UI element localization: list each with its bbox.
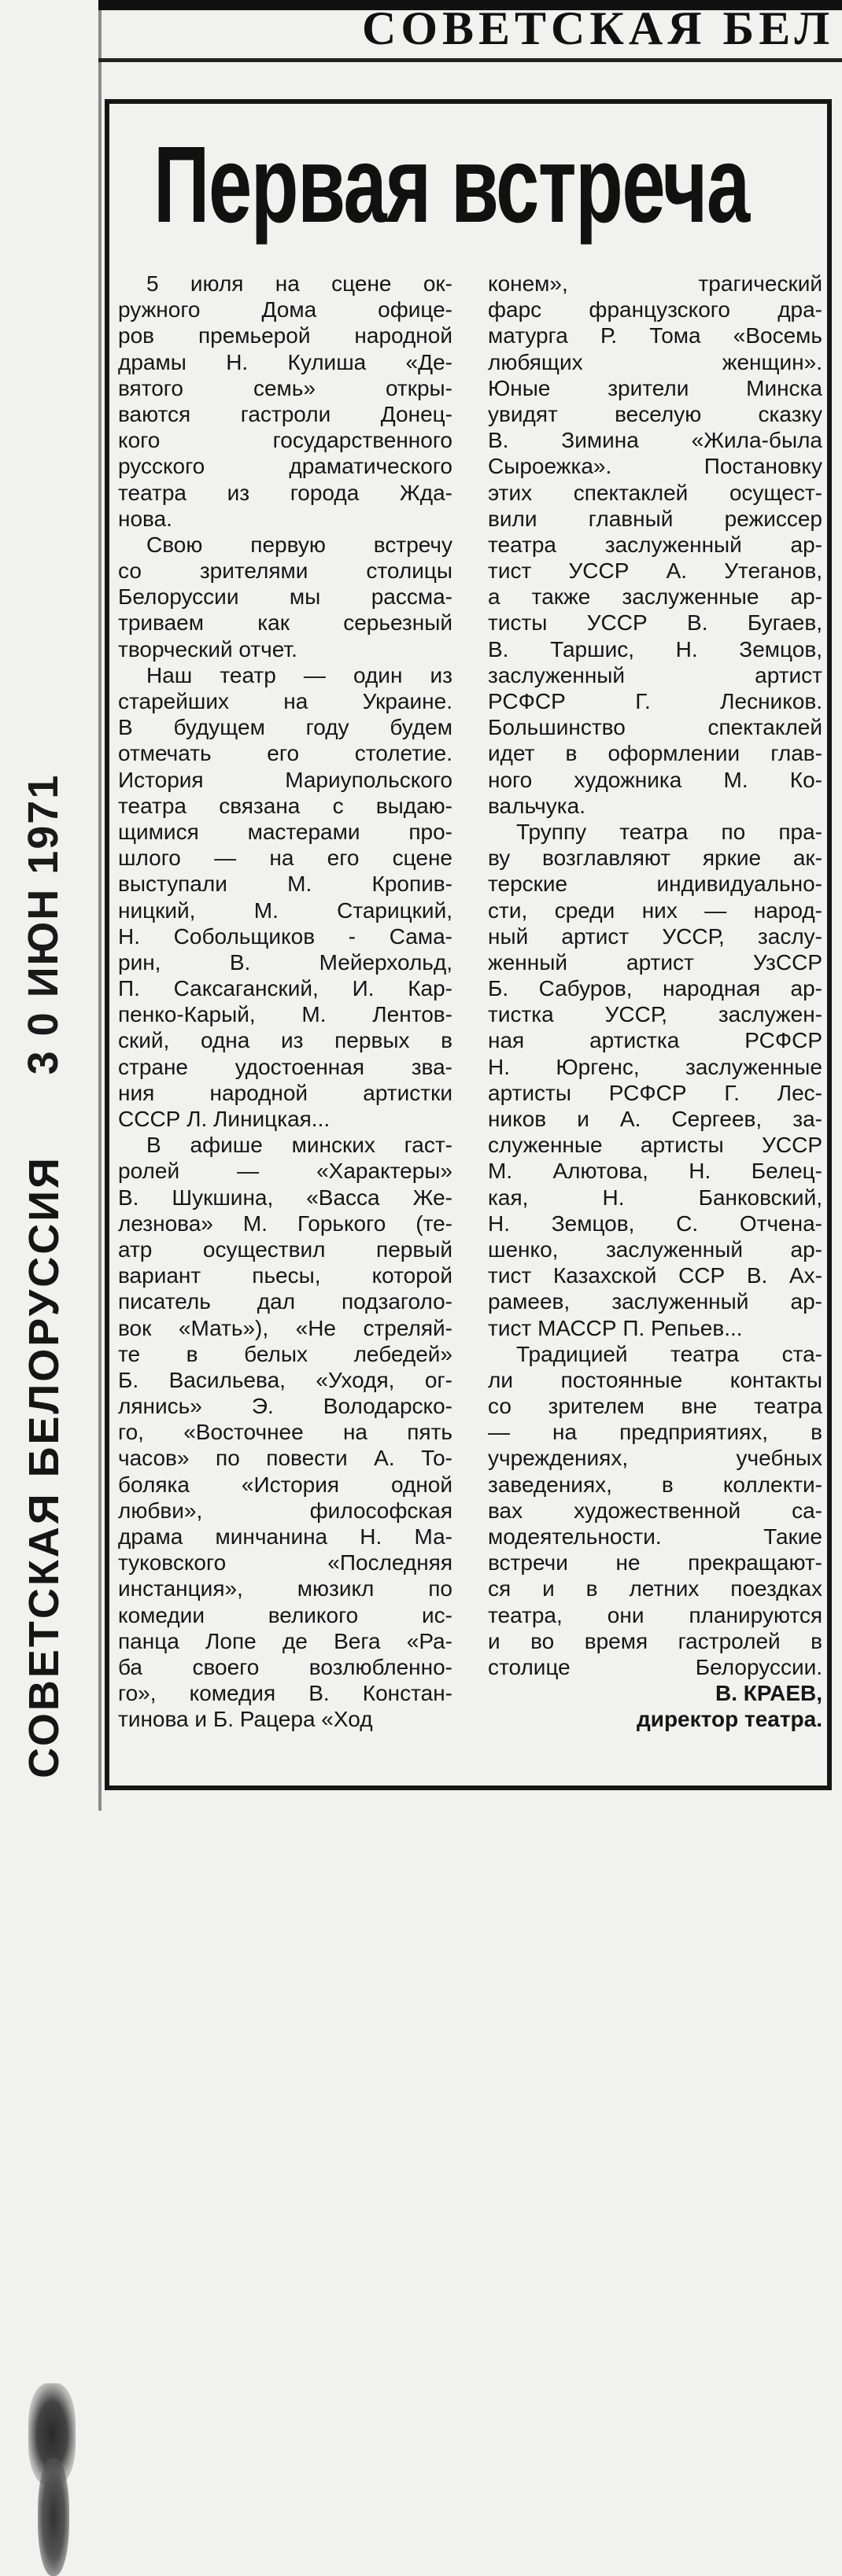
article-text-line: боляка «История одной [118, 1472, 452, 1497]
ink-smudge-2 [38, 2458, 69, 2576]
article-text-line: инстанция», мюзикл по [118, 1576, 452, 1601]
article-text-line: Юные зрители Минска [488, 375, 822, 400]
article-text-line: драмы Н. Кулиша «Де- [118, 349, 452, 374]
article-text-line: Большинство спектаклей [488, 715, 822, 740]
article-text-line: РСФСР Г. Лесников. [488, 689, 822, 713]
article-text-line: вариант пьесы, которой [118, 1263, 452, 1288]
article-text-line: — на предприятиях, в [488, 1420, 822, 1445]
article-text-line: комедии великого ис- [118, 1602, 452, 1627]
article-text-line: вах художественной са- [488, 1498, 822, 1523]
article-text-line: модеятельности. Такие [488, 1524, 822, 1549]
article-text-line: ников и А. Сергеев, за- [488, 1107, 822, 1131]
article-text-line: любящих женщин». [488, 349, 822, 374]
article-text-line: пенко-Карый, М. Лентов- [118, 1002, 452, 1027]
newspaper-name-text: СОВЕТСКАЯ БЕЛОРУССИЯ [20, 1155, 68, 1778]
article-text-line: П. Саксаганский, И. Кар- [118, 976, 452, 1001]
article-text-line: со зрителями столицы [118, 558, 452, 584]
article-text-line: ся и в летних поездках [488, 1576, 822, 1601]
article-text-line: писатель дал подзаголо- [118, 1289, 452, 1314]
article-text-line: выступали М. Кропив- [118, 872, 452, 897]
article-text-line: женный артист УзССР [488, 949, 822, 975]
article-text-line: со зрителем вне театра [488, 1394, 822, 1419]
article-text-line: а также заслуженные ар- [488, 584, 822, 610]
article-text-line: ролей — «Характеры» [118, 1159, 452, 1184]
article-text-line: учреждениях, учебных [488, 1446, 822, 1471]
article-text-line: русского драматического [118, 454, 452, 479]
article-text-line: старейших на Украине. [118, 689, 452, 713]
article-text-line: В. Таршис, Н. Земцов, [488, 636, 822, 662]
article-text-line: вок «Мать»), «Не стреляй- [118, 1315, 452, 1340]
article-text-line: ного художника М. Ко- [488, 767, 822, 792]
article-text-line: шлого — на его сцене [118, 846, 452, 871]
article-text-line: лезнова» М. Горького (те- [118, 1211, 452, 1236]
article-text-line: шенко, заслуженный ар- [488, 1236, 822, 1262]
article-text-line: туковского «Последняя [118, 1550, 452, 1575]
article-text-line: столице Белоруссии. [488, 1654, 822, 1679]
article-text-line: Свою первую встречу [146, 532, 452, 557]
article-text-line: театра связана с выдаю- [118, 793, 452, 818]
article-text-line: тист УССР А. Утеганов, [488, 558, 822, 584]
article-text-line: Сыроежка». Постановку [488, 454, 822, 479]
article-text-line: В афише минских гаст- [146, 1133, 452, 1158]
article-text-line: драма минчанина Н. Ма- [118, 1524, 452, 1549]
article-text-line: артисты РСФСР Г. Лес- [488, 1080, 822, 1105]
article-text-line: конем», трагический [488, 271, 822, 296]
article-text-line: тист Казахской ССР В. Ах- [488, 1263, 822, 1288]
article-text-line: ский, одна из первых в [118, 1028, 452, 1053]
article-text-line: идет в оформлении глав- [488, 741, 822, 766]
article-text-line: атр осуществил первый [118, 1236, 452, 1262]
article-text-line: В. Шукшина, «Васса Же- [118, 1185, 452, 1210]
article-text-line: театра заслуженный ар- [488, 532, 822, 557]
article-text-line: Н. Юргенс, заслуженные [488, 1054, 822, 1079]
article-column-left [118, 271, 452, 1733]
article-text-line: История Мариупольского [118, 767, 452, 792]
date-stamp [8, 739, 79, 1109]
article-text-line: В будущем году будем [118, 715, 452, 740]
article-text-line: тинова и Б. Рацера «Ход [118, 1707, 373, 1732]
article-column-right-body [488, 271, 822, 1680]
article-text-line: Б. Сабуров, народная ар- [488, 976, 822, 1001]
article-text-line: ницкий, М. Старицкий, [118, 897, 452, 923]
article-text-line: ваются гастроли Донец- [118, 401, 452, 426]
article-text-line: вятого семь» откры- [118, 375, 452, 400]
article-text-line: 5 июля на сцене ок- [146, 271, 452, 296]
article-text-line: ный артист УССР, заслу- [488, 923, 822, 949]
article-text-line: ружного Дома офице- [118, 297, 452, 322]
article-text-line: тисты УССР В. Бугаев, [488, 610, 822, 636]
article-text-line: рин, В. Мейерхольд, [118, 949, 452, 975]
article-text-line: сти, среди них — народ- [488, 897, 822, 923]
author-title: директор театра. [636, 1707, 822, 1732]
article-text-line: служенные артисты УССР [488, 1133, 822, 1158]
article-text-line: фарс французского дра- [488, 297, 822, 322]
article-text-line: театра из города Жда- [118, 480, 452, 505]
article-text-line: творческий отчет. [118, 636, 297, 662]
article-text-line: Н. Земцов, С. Отчена- [488, 1211, 822, 1236]
article-text-line: В. Зимина «Жила-была [488, 428, 822, 453]
article-text-line: ров премьерой народной [118, 323, 452, 348]
article-text-line: часов» по повести А. То- [118, 1446, 452, 1471]
article-text-line: ву возглавляют яркие ак- [488, 846, 822, 871]
article-text-line: и во время гастролей в [488, 1628, 822, 1653]
article-text-line: отмечать его столетие. [118, 741, 452, 766]
article-text-line: заведениях, в коллекти- [488, 1472, 822, 1497]
article-text-line: вили главный режиссер [488, 506, 822, 531]
article-text-line: СССР Л. Линицкая... [118, 1107, 331, 1131]
article-text-line: ная артистка РСФСР [488, 1028, 822, 1053]
article-text-line: тистка УССР, заслужен- [488, 1002, 822, 1027]
article-text-line: М. Алютова, Н. Белец- [488, 1159, 822, 1184]
article-text-line: Белоруссии мы рассма- [118, 584, 452, 610]
article-text-line: кого государственного [118, 428, 452, 453]
article-headline: Первая встреча [153, 124, 749, 245]
article-text-line: щимися мастерами про- [118, 819, 452, 844]
article-column-right [488, 271, 822, 1733]
article-text-line: го, «Восточнее на пять [118, 1420, 452, 1445]
article-text-line: встречи не прекращают- [488, 1550, 822, 1575]
article-text-line: кая, Н. Банковский, [488, 1185, 822, 1210]
article-text-line: Б. Васильева, «Уходя, ог- [118, 1367, 452, 1392]
article-text-line: триваем как серьезный [118, 610, 452, 636]
author-signature: В. КРАЕВ, [715, 1681, 822, 1706]
article-text-line: Наш театр — один из [146, 662, 452, 687]
date-stamp-text: 3 0 ИЮН 1971 [20, 773, 67, 1075]
article-text-line: ли постоянные контакты [488, 1367, 822, 1392]
article-text-line: заслуженный артист [488, 662, 822, 687]
article-text-line: терские индивидуально- [488, 872, 822, 897]
article-text-line: Н. Собольщиков - Сама- [118, 923, 452, 949]
article-text-line: те в белых лебедей» [118, 1341, 452, 1366]
article-text-line: Труппу театра по пра- [516, 819, 822, 844]
article-text-line: тист МАССР П. Репьев... [488, 1315, 743, 1340]
article-text-line: ба своего возлюбленно- [118, 1654, 452, 1679]
article-text-line: увидят веселую сказку [488, 401, 822, 426]
article-text-line: Традицией театра ста- [516, 1341, 822, 1366]
article-text-line: театра, они планируются [488, 1602, 822, 1627]
article-text-line: нова. [118, 506, 172, 531]
newspaper-masthead: СОВЕТСКАЯ БЕЛ [362, 2, 835, 54]
masthead-underline [98, 58, 842, 62]
article-text-line: этих спектаклей осущест- [488, 480, 822, 505]
article-text-line: панца Лопе де Вега «Ра- [118, 1628, 452, 1653]
article-text-line: любви», философская [118, 1498, 452, 1523]
article-text-line: матурга Р. Тома «Восемь [488, 323, 822, 348]
article-text-line: ния народной артистки [118, 1080, 452, 1105]
newspaper-name-stamp [6, 1156, 82, 1778]
margin-rule [98, 0, 102, 1811]
article-text-line: стране удостоенная зва- [118, 1054, 452, 1079]
article-text-line: вальчука. [488, 793, 585, 818]
article-text-line: го», комедия В. Констан- [118, 1681, 452, 1706]
article-text-line: рамеев, заслуженный ар- [488, 1289, 822, 1314]
article-text-line: лянись» Э. Володарско- [118, 1394, 452, 1419]
